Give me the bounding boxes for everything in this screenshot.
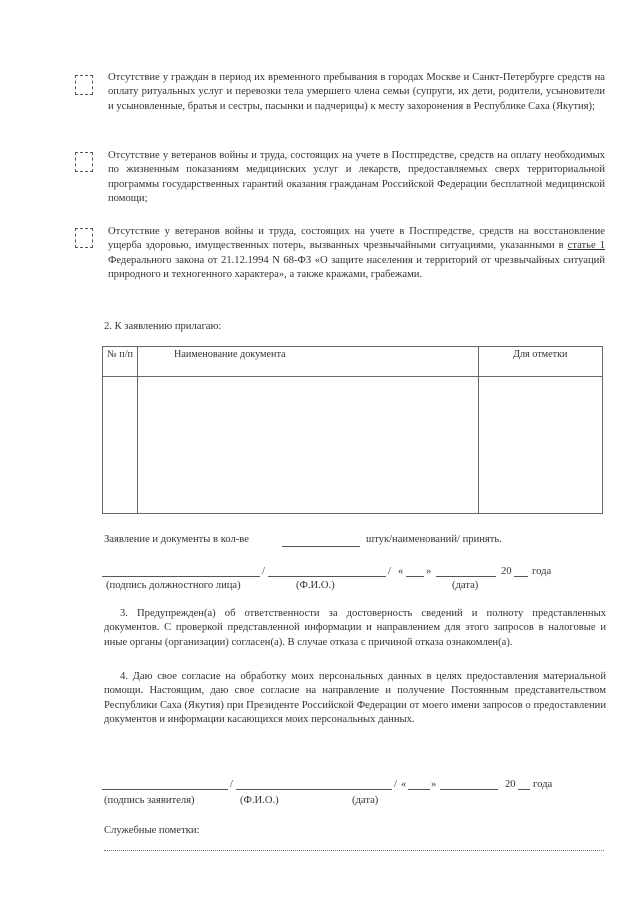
year-suffix: года (532, 566, 552, 577)
caption-official-fio: (Ф.И.О.) (296, 580, 335, 591)
applicant-year-field[interactable] (518, 789, 530, 790)
col-header-number: № п/п (103, 347, 138, 377)
item-medical-services: Отсутствие у ветеранов войны и труда, состоящих на учете в Постпредстве, средств на оплату необходимых по жизненным показаниям медицинских услуг и лекарств, предоставляемых сверх территориальной программы государственных гарантий оказания гражданам Российской Федерации бесплатной медицинской помощи; (108, 150, 605, 205)
caption-official-date: (дата) (452, 580, 479, 591)
official-month-field[interactable] (436, 576, 496, 577)
caption-applicant-date: (дата) (352, 795, 379, 806)
checkbox-emergency-damage[interactable] (75, 228, 93, 248)
service-notes-field[interactable] (104, 850, 604, 851)
caption-applicant-fio: (Ф.И.О.) (240, 795, 279, 806)
table-cell[interactable] (138, 377, 479, 514)
applicant-fio-field[interactable] (236, 789, 392, 790)
accept-text-1: Заявление и документы в кол-ве (104, 534, 249, 545)
year-suffix: года (533, 779, 553, 790)
official-year-field[interactable] (514, 576, 528, 577)
quote-open: « (398, 566, 404, 577)
checkbox-medical-services[interactable] (75, 152, 93, 172)
quote-close: » (426, 566, 432, 577)
year-prefix: 20 (505, 779, 516, 790)
quote-open: « (401, 779, 407, 790)
item-emergency-damage: Отсутствие у ветеранов войны и труда, состоящих на учете в Постпредстве, средств на восстановление ущерба здоровью, имущественных потерь, вызванных чрезвычайными ситуациями, указанными в статье 1 Федерального закона от 21.12.1994 N 68-ФЗ «О защите населения и территорий от чрезвычайных ситуаций природного и техногенного характера», а также кражами, грабежами. (108, 226, 605, 281)
separator: / (388, 566, 391, 577)
applicant-signature-field[interactable] (102, 789, 228, 790)
official-day-field[interactable] (406, 576, 424, 577)
checkbox-funeral-expenses[interactable] (75, 75, 93, 95)
official-fio-field[interactable] (268, 576, 386, 577)
separator: / (262, 566, 265, 577)
applicant-month-field[interactable] (440, 789, 498, 790)
attachments-heading: 2. К заявлению прилагаю: (104, 321, 222, 332)
quantity-field[interactable] (282, 546, 360, 547)
official-signature-field[interactable] (102, 576, 260, 577)
col-header-document-name: Наименование документа (138, 347, 479, 377)
year-prefix: 20 (501, 566, 512, 577)
table-cell[interactable] (479, 377, 603, 514)
applicant-day-field[interactable] (408, 789, 430, 790)
table-cell[interactable] (103, 377, 138, 514)
service-notes-label: Служебные пометки: (104, 825, 200, 836)
accept-text-2: штук/наименований/ принять. (366, 534, 502, 545)
caption-applicant-signature: (подпись заявителя) (104, 795, 195, 806)
separator: / (230, 779, 233, 790)
quote-close: » (431, 779, 437, 790)
caption-official-signature: (подпись должностного лица) (106, 580, 241, 591)
law-article-link[interactable]: статье 1 (567, 240, 605, 252)
attachments-table (102, 346, 603, 514)
paragraph-responsibility: 3. Предупрежден(а) об ответственности за достоверность сведений и полноту представленных документов. С проверкой представленной информации и направлением для этого запросов в налоговые и иные органы (организации) согласен(а). В случае отказа с причиной отказа ознакомлен(а). (104, 608, 606, 648)
paragraph-consent: 4. Даю свое согласие на обработку моих персональных данных в целях предоставления материальной помощи. Настоящим, даю свое согласие на направление и получение Постоянным представительством Республики Саха (Якутия) при Президенте Российской Федерации от моего имени запросов о предоставлении документов и информации касающихся моих персональных данных. (104, 671, 606, 726)
separator: / (394, 779, 397, 790)
col-header-mark: Для отметки (479, 347, 603, 377)
item-funeral-expenses: Отсутствие у граждан в период их временного пребывания в городах Москве и Санкт-Петербурге средств на оплату ритуальных услуг и перевозки тела умершего члена семьи (супруги, их дети, родители, усыновители и усыновленные, братья и сестры, пасынки и падчерицы) к месту захоронения в Республике Саха (Якутия); (108, 72, 605, 112)
